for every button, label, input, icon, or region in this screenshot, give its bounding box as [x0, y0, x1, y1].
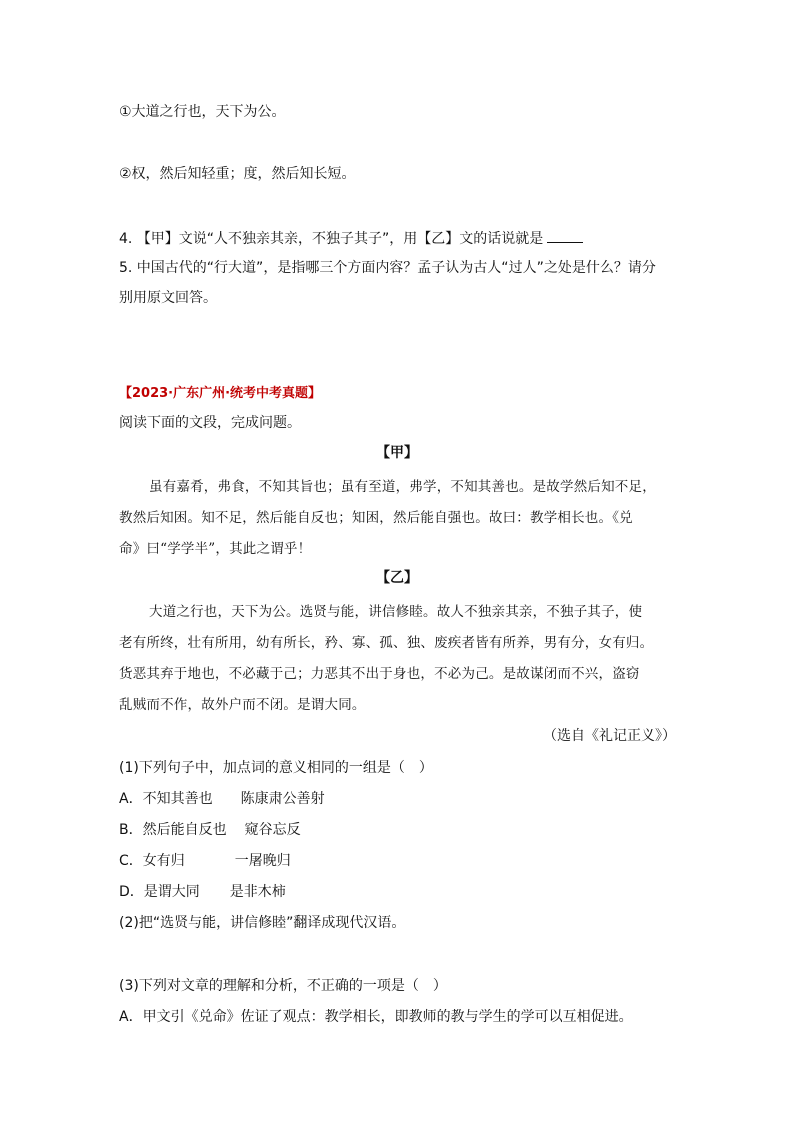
passage-yi-line-3: 货恶其弃于地也，不必藏于己；力恶其不出于身也，不必为己。是故谋闭而不兴，盗窃 [119, 666, 640, 682]
question-1-option-a [119, 789, 325, 809]
sentence-1: ①大道之行也，天下为公。 [119, 104, 286, 120]
question-5-line-1: 5. 中国古代的“行大道”，是指哪三个方面内容？孟子认为古人“过人”之处是什么？请分 [119, 260, 656, 276]
option-c-right: 一屠晚归 [234, 853, 291, 869]
option-c-left: C．女有归 [119, 853, 185, 869]
question-4-text: 4. 【甲】文说“人不独亲其亲，不独子其子”，用【乙】文的话说就是 [119, 231, 544, 247]
instruction: 阅读下面的文段，完成问题。 [119, 415, 301, 431]
option-b-right: 窥谷忘反 [244, 822, 301, 838]
question-5-line-2: 别用原文回答。 [119, 290, 217, 306]
answer-blank [547, 228, 583, 243]
option-a-right: 陈康肃公善射 [240, 791, 325, 807]
option-b-left: B．然后能自反也 [119, 822, 227, 838]
question-4 [119, 228, 583, 249]
source-tag: 【2023·广东广州·统考中考真题】 [119, 386, 322, 401]
sentence-2: ②权，然后知轻重；度，然后知长短。 [119, 166, 356, 182]
option-a-left: A．不知其善也 [119, 791, 213, 807]
option-d-left: D．是谓大同 [119, 884, 200, 900]
passage-jia-line-2: 教然后知困。知不足，然后能自反也；知困，然后能自强也。故曰：教学相长也。《兑 [119, 510, 633, 526]
passage-yi-line-2: 老有所终，壮有所用，幼有所长，矜、寡、孤、独、废疾者皆有所养，男有分，女有归。 [119, 635, 654, 651]
passage-yi-line-1: 大道之行也，天下为公。选贤与能，讲信修睦。故人不独亲其亲，不独子其子，使 [149, 604, 643, 620]
passage-source: （选自《礼记正义》） [543, 728, 676, 744]
question-1-option-b [119, 820, 301, 840]
question-1: (1)下列句子中，加点词的意义相同的一组是（ ） [119, 760, 433, 776]
question-1-option-c [119, 851, 291, 871]
question-3: (3)下列对文章的理解和分析，不正确的一项是（ ） [119, 978, 447, 994]
passage-yi-title: 【乙】 [376, 570, 418, 586]
passage-jia-title: 【甲】 [376, 445, 418, 461]
question-1-option-d [119, 882, 286, 902]
passage-jia-line-1: 虽有嘉肴，弗食，不知其旨也；虽有至道，弗学，不知其善也。是故学然后知不足， [149, 479, 656, 495]
question-2: (2)把“选贤与能，讲信修睦”翻译成现代汉语。 [119, 915, 406, 931]
question-3-option-a: A．甲文引《兑命》佐证了观点：教学相长，即教师的教与学生的学可以互相促进。 [119, 1009, 633, 1025]
passage-jia-line-3: 命》曰“学学半”，其此之谓乎！ [119, 541, 312, 557]
option-d-right: 是非木柿 [229, 884, 286, 900]
passage-yi-line-4: 乱贼而不作，故外户而不闭。是谓大同。 [119, 697, 366, 713]
